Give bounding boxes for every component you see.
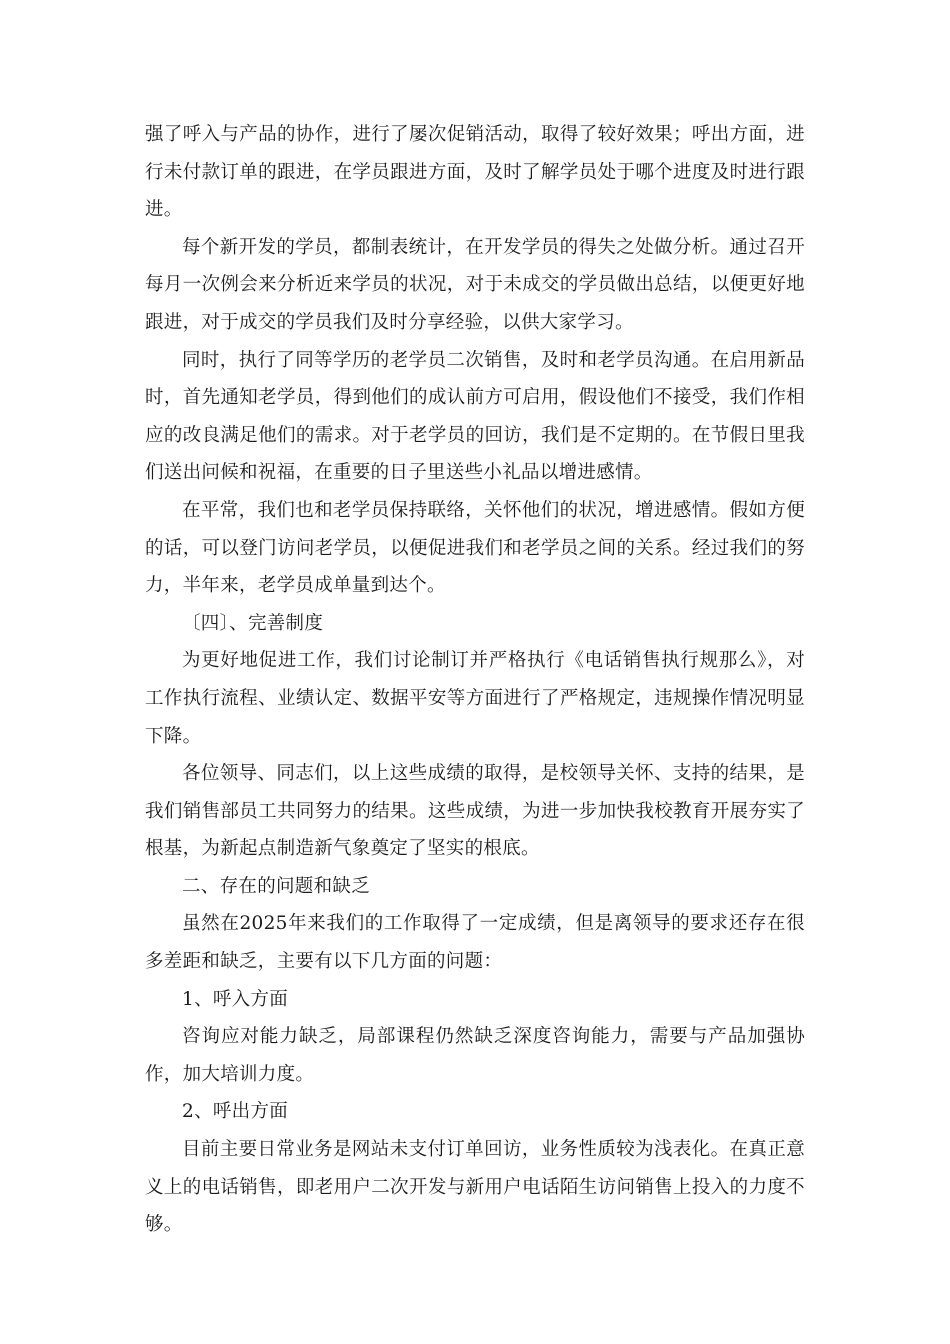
paragraph: 强了呼入与产品的协作，进行了屡次促销活动，取得了较好效果；呼出方面，进行未付款订单的跟进，在学员跟进方面，及时了解学员处于哪个进度及时进行跟进。 bbox=[145, 124, 805, 221]
subsection-heading: 2、呼出方面 bbox=[182, 1101, 289, 1123]
paragraph: 同时，执行了同等学历的老学员二次销售，及时和老学员沟通。在启用新品时，首先通知老学员，得到他们的成认前方可启用，假设他们不接受，我们作相应的改良满足他们的需求。对于老学员的回访，我们是不定期的。在节假日里我们送出问候和祝福，在重要的日子里送些小礼品以增进感情。 bbox=[145, 349, 805, 484]
paragraph: 为更好地促进工作，我们讨论制订并严格执行《电话销售执行规那么》，对工作执行流程、业绩认定、数据平安等方面进行了严格规定，违规操作情况明显下降。 bbox=[145, 650, 805, 747]
paragraph: 虽然在2025年来我们的工作取得了一定成绩，但是离领导的要求还存在很多差距和缺乏，主要有以下几方面的问题： bbox=[145, 913, 805, 973]
paragraph: 每个新开发的学员，都制表统计，在开发学员的得失之处做分析。通过召开每月一次例会来分析近来学员的状况，对于未成交的学员做出总结，以便更好地跟进，对于成交的学员我们及时分享经验，以供大家学习。 bbox=[145, 236, 805, 333]
subsection-heading: 1、呼入方面 bbox=[182, 988, 289, 1010]
paragraph: 各位领导、同志们，以上这些成绩的取得，是校领导关怀、支持的结果，是我们销售部员工共同努力的结果。这些成绩，为进一步加快我校教育开展夯实了根基，为新起点制造新气象奠定了坚实的根底。 bbox=[145, 763, 805, 860]
paragraph: 在平常，我们也和老学员保持联络，关怀他们的状况，增进感情。假如方便的话，可以登门访问老学员，以便促进我们和老学员之间的关系。经过我们的努力，半年来，老学员成单量到达个。 bbox=[145, 499, 805, 597]
paragraph: 咨询应对能力缺乏，局部课程仍然缺乏深度咨询能力，需要与产品加强协作，加大培训力度。 bbox=[145, 1026, 805, 1085]
document-body bbox=[145, 116, 805, 1244]
section-heading: 二、存在的问题和缺乏 bbox=[182, 875, 371, 897]
section-heading: 〔四〕、完善制度 bbox=[182, 612, 324, 634]
paragraph: 目前主要日常业务是网站未支付订单回访，业务性质较为浅表化。在真正意义上的电话销售，即老用户二次开发与新用户电话陌生访问销售上投入的力度不够。 bbox=[145, 1139, 805, 1236]
